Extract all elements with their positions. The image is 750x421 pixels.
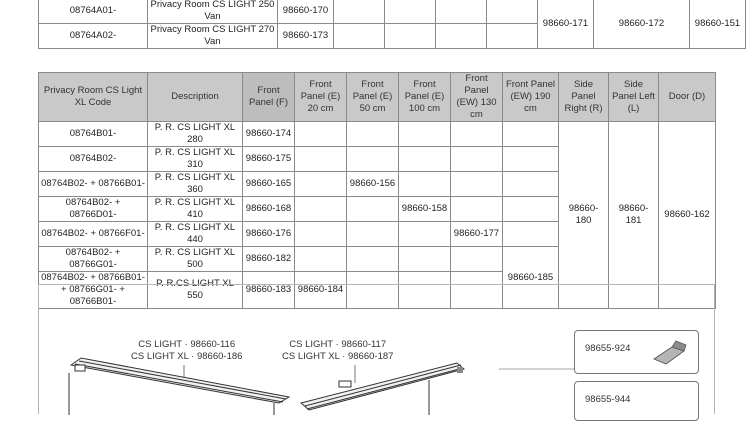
front-f-cell: 98660-168 (243, 197, 295, 222)
description-cell: Privacy Room CS LIGHT 270 Van (148, 24, 278, 49)
assembly-diagram (38, 284, 715, 414)
side-right-cell: 98660-171 (538, 0, 594, 49)
left-rail (69, 358, 289, 415)
column-header: Door (D) (659, 73, 716, 122)
right-rail-label-1: CS LIGHT · 98660-117 (289, 339, 387, 350)
part-box-2 (574, 381, 699, 421)
bracket-icon (650, 337, 690, 367)
table-header-row (39, 73, 716, 122)
description-cell: P. R. CS LIGHT XL 310 (148, 147, 243, 172)
right-rail (301, 363, 464, 415)
description-cell: P. R. CS LIGHT XL 360 (148, 172, 243, 197)
side-right-cell: 98660-180 (559, 122, 609, 309)
column-header: Front Panel (E) 20 cm (295, 73, 347, 122)
code-cell: 08764B01- (39, 122, 148, 147)
column-header: Front Panel (EW) 130 cm (451, 73, 503, 122)
e100-cell: 98660-158 (399, 197, 451, 222)
column-header: Privacy Room CS Light XL Code (39, 73, 148, 122)
right-rail-label-2: CS LIGHT XL · 98660-187 (282, 351, 394, 362)
column-header: Side Panel Right (R) (559, 73, 609, 122)
side-left-cell: 98660-172 (594, 0, 690, 49)
code-cell: 08764A01- (39, 0, 148, 24)
left-rail-label-1: CS LIGHT · 98660-116 (138, 339, 236, 350)
description-cell: P. R. CS LIGHT XL 410 (148, 197, 243, 222)
column-header: Front Panel (EW) 190 cm (503, 73, 559, 122)
door-cell: 98660-162 (659, 122, 716, 309)
door-cell: 98660-151 (690, 0, 746, 49)
front-f-cell: 98660-176 (243, 222, 295, 247)
code-cell: 08764B02- + 08766B01- (39, 172, 148, 197)
ew190-cell: 98660-185 (503, 247, 559, 309)
privacy-room-xl-table (38, 72, 716, 309)
front-f-cell: 98660-170 (278, 0, 334, 24)
front-f-cell: 98660-175 (243, 147, 295, 172)
description-cell: P. R. CS LIGHT XL 500 (148, 247, 243, 272)
side-left-cell: 98660-181 (609, 122, 659, 309)
column-header: Description (148, 73, 243, 122)
description-cell: P. R.CS LIGHT XL 550 (148, 272, 243, 309)
description-cell: P. R. CS LIGHT XL 280 (148, 122, 243, 147)
code-cell: 08764A02- (39, 24, 148, 49)
column-header: Front Panel (F) (243, 73, 295, 122)
front-f-cell: 98660-182 (243, 247, 295, 272)
part-box-1 (574, 330, 699, 374)
code-cell: 08764B02- + 08766G01- (39, 247, 148, 272)
part-number-2: 98655-944 (585, 394, 631, 405)
front-f-cell: 98660-165 (243, 172, 295, 197)
front-f-cell: 98660-183 (243, 272, 295, 309)
e20-cell: 98660-184 (295, 272, 347, 309)
code-cell: 08764B02- + 08766F01- (39, 222, 148, 247)
description-cell: P. R. CS LIGHT XL 440 (148, 222, 243, 247)
code-cell: 08764B02- + 08766B01- + 08766G01- + 08766B01- (39, 272, 148, 309)
table-row (39, 122, 716, 147)
part-number-1: 98655-924 (585, 343, 631, 354)
column-header: Front Panel (E) 100 cm (399, 73, 451, 122)
code-cell: 08764B02- + 08766D01- (39, 197, 148, 222)
front-f-cell: 98660-174 (243, 122, 295, 147)
left-rail-label-2: CS LIGHT XL · 98660-186 (131, 351, 243, 362)
rail-end-piece (457, 367, 463, 373)
ew130-cell: 98660-177 (451, 222, 503, 247)
code-cell: 08764B02- (39, 147, 148, 172)
column-header: Side Panel Left (L) (609, 73, 659, 122)
table-row (39, 0, 746, 24)
top-parts-table (38, 0, 746, 49)
front-f-cell: 98660-173 (278, 24, 334, 49)
column-header: Front Panel (E) 50 cm (347, 73, 399, 122)
e50-cell: 98660-156 (347, 172, 399, 197)
description-cell: Privacy Room CS LIGHT 250 Van (148, 0, 278, 24)
